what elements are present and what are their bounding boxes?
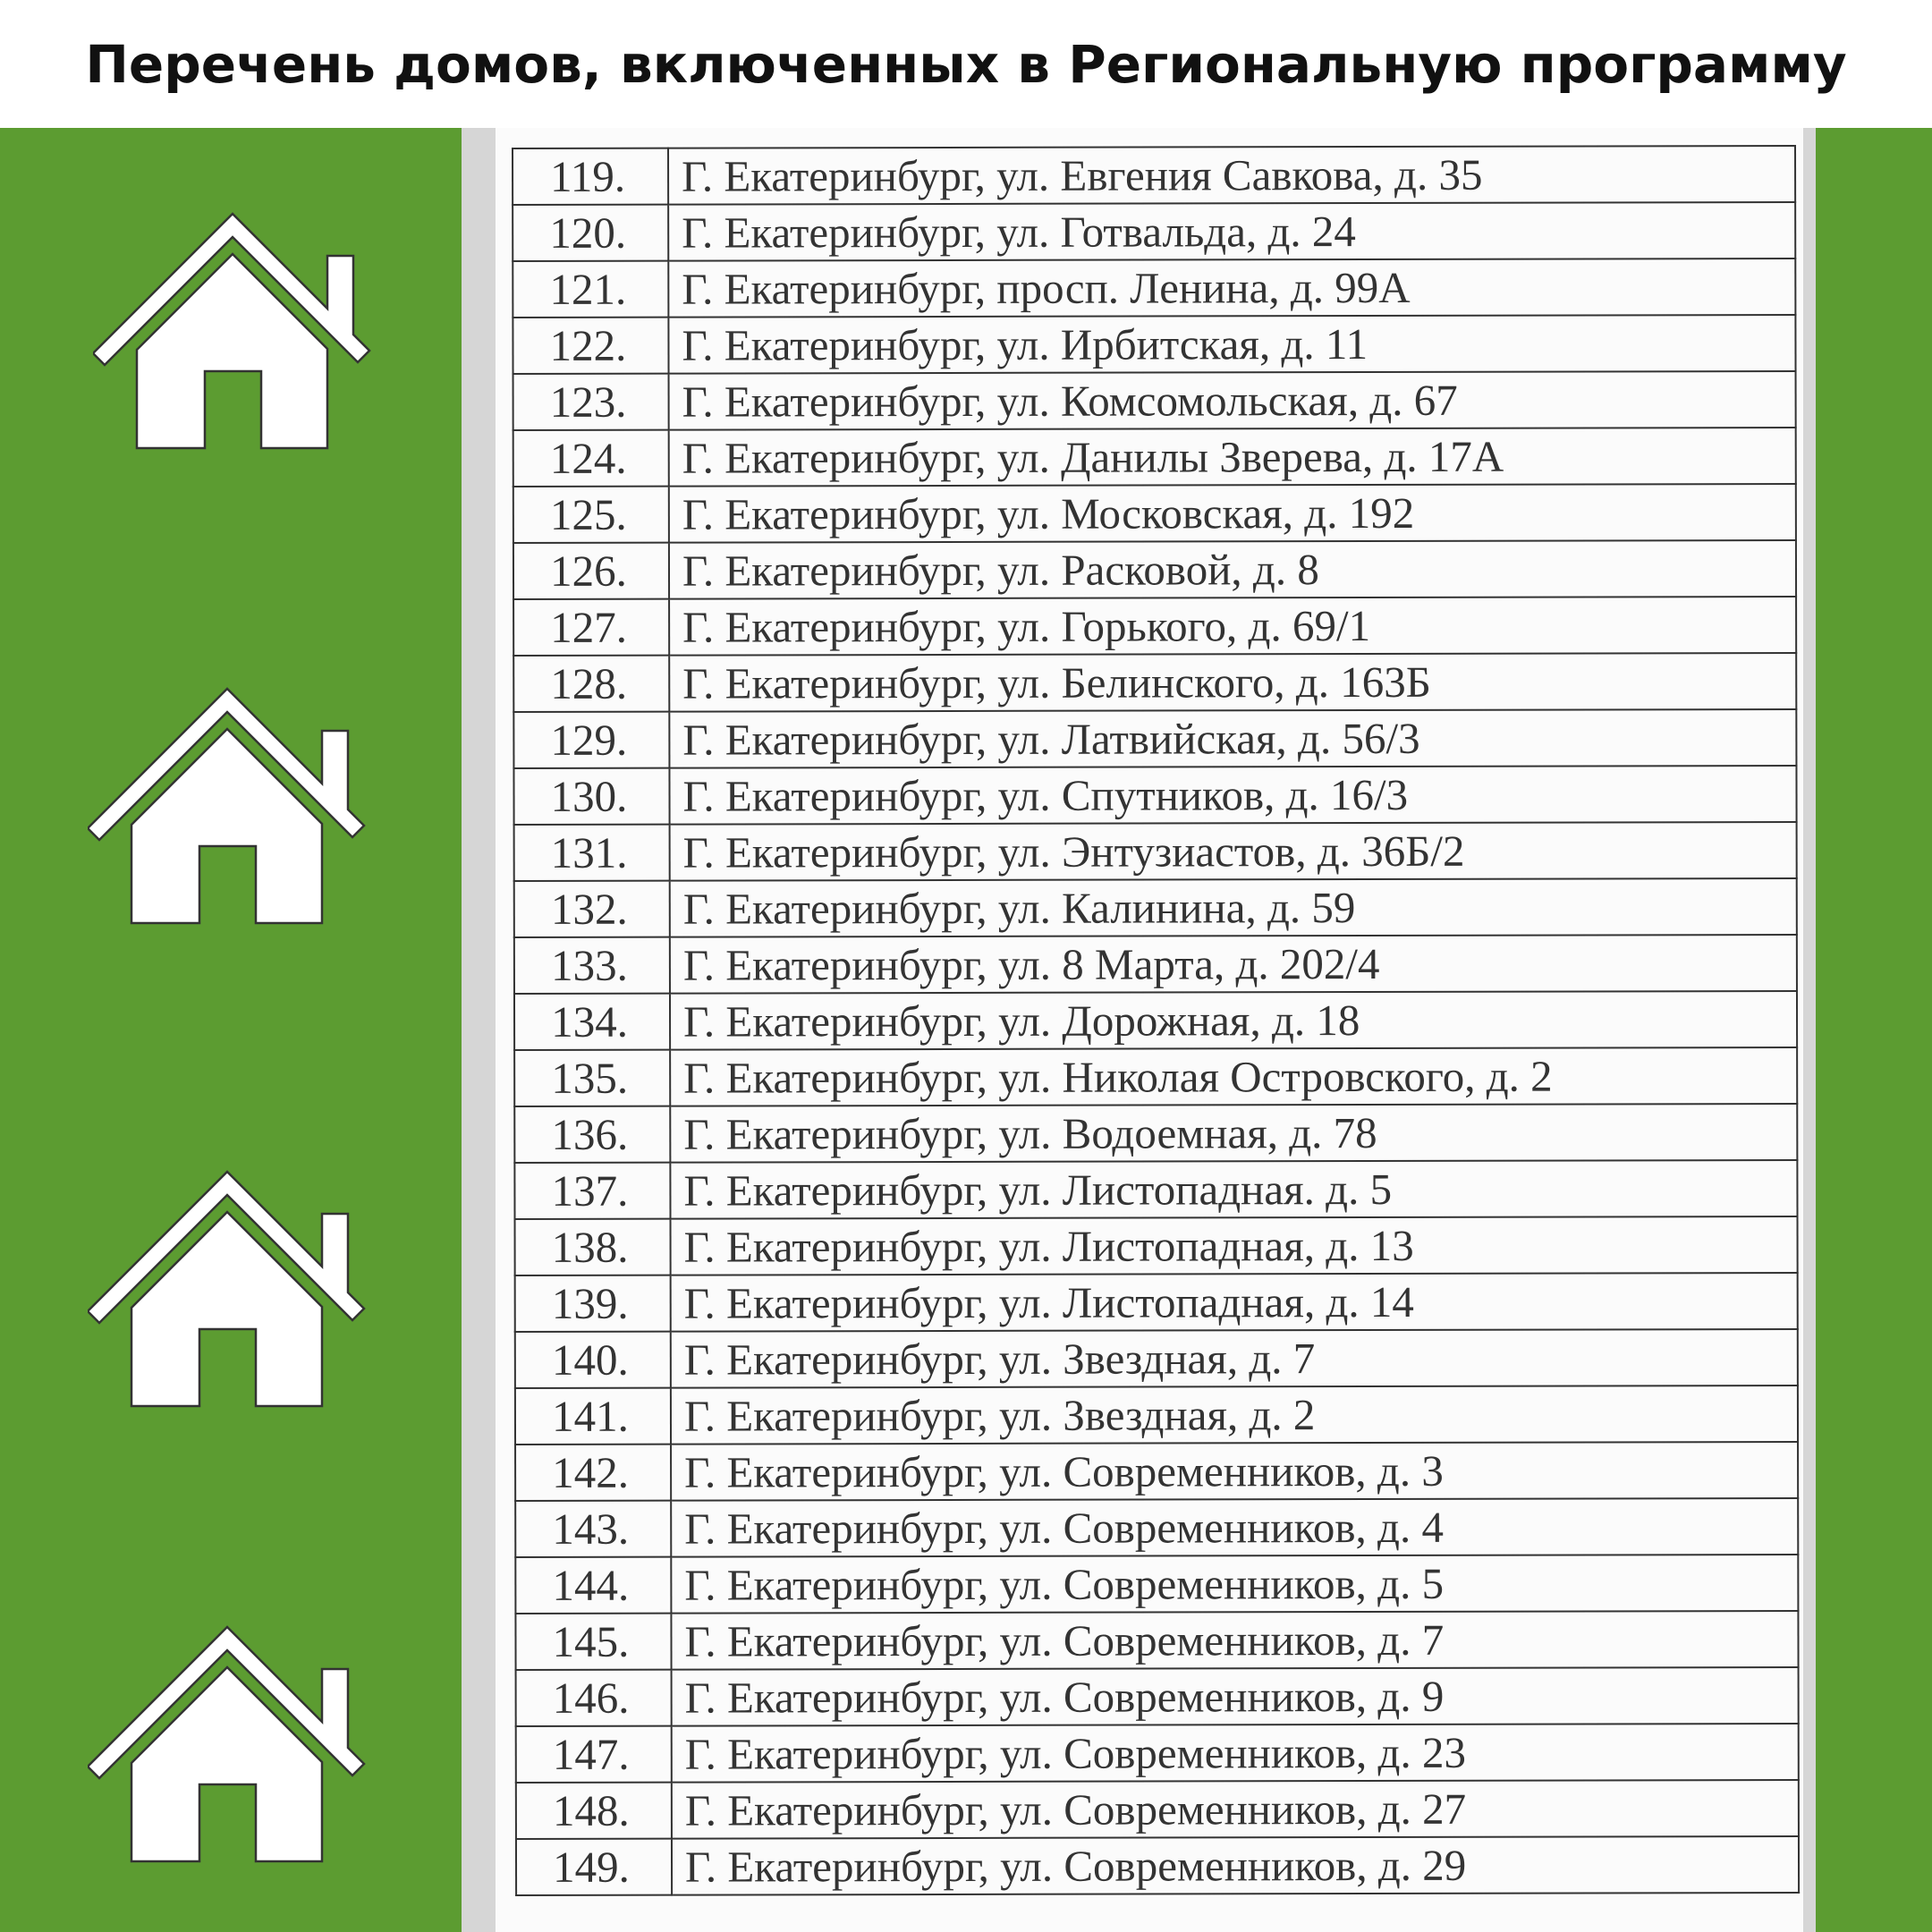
row-number: 141. [515,1388,671,1445]
table-row [516,1780,1799,1839]
row-address: Г. Екатеринбург, ул. Латвийская, д. 56/3 [669,709,1796,768]
row-number: 149. [516,1839,672,1895]
row-address: Г. Екатеринбург, ул. 8 Марта, д. 202/4 [670,935,1797,994]
table-row [514,1104,1797,1163]
houses-table [512,145,1800,1896]
table-row [513,202,1795,261]
row-number: 135. [514,1050,670,1106]
row-address: Г. Екатеринбург, ул. Современников, д. 4 [671,1498,1798,1557]
row-address: Г. Екатеринбург, ул. Современников, д. 23 [672,1724,1799,1783]
row-address: Г. Екатеринбург, ул. Современников, д. 9 [672,1667,1799,1726]
row-number: 142. [515,1445,671,1501]
table-row [513,146,1795,205]
row-number: 130. [513,768,669,825]
row-address: Г. Екатеринбург, ул. Современников, д. 27 [672,1780,1799,1839]
table-row [513,597,1796,656]
row-number: 129. [513,712,669,768]
table-row [515,1216,1798,1275]
row-address: Г. Екатеринбург, ул. Евгения Савкова, д. 35 [668,146,1795,205]
table-row [514,991,1797,1050]
table-row [513,258,1795,318]
row-address: Г. Екатеринбург, ул. Готвальда, д. 24 [668,202,1795,261]
house-icon [88,1614,370,1872]
row-number: 148. [516,1783,672,1839]
row-number: 134. [514,994,670,1050]
row-address: Г. Екатеринбург, ул. Комсомольская, д. 67 [669,371,1796,430]
table-row [516,1667,1799,1726]
row-number: 139. [515,1275,671,1332]
table-row [513,428,1796,487]
right-green-panel [1816,128,1932,1932]
row-number: 126. [513,543,669,599]
row-address: Г. Екатеринбург, ул. Листопадная, д. 13 [671,1216,1798,1275]
row-address: Г. Екатеринбург, ул. Современников, д. 5 [671,1555,1798,1614]
table-row [516,1836,1799,1895]
row-number: 120. [513,205,668,261]
row-address: Г. Екатеринбург, ул. Белинского, д. 163Б [669,653,1796,712]
table-row [513,540,1796,599]
table-row [513,315,1795,374]
page-title: Перечень домов, включенных в Региональную программу [85,33,1847,95]
row-address: Г. Екатеринбург, ул. Дорожная, д. 18 [670,991,1797,1050]
row-number: 132. [514,881,670,937]
header-bar [0,0,1932,128]
house-icon [93,201,376,459]
table-row [513,371,1796,430]
row-address: Г. Екатеринбург, ул. Современников, д. 3 [671,1442,1798,1501]
row-number: 145. [515,1614,671,1670]
row-address: Г. Екатеринбург, просп. Ленина, д. 99А [668,258,1795,318]
row-number: 138. [515,1219,671,1275]
row-address: Г. Екатеринбург, ул. Николая Островского, д. 2 [670,1047,1797,1106]
row-number: 127. [513,599,669,656]
table-row [514,1160,1797,1219]
table-row [516,1724,1799,1783]
row-address: Г. Екатеринбург, ул. Современников, д. 7 [671,1611,1798,1670]
row-number: 147. [516,1726,672,1783]
table-row [514,1047,1797,1106]
row-address: Г. Екатеринбург, ул. Спутников, д. 16/3 [669,766,1796,825]
house-icon [88,1159,370,1417]
row-address: Г. Екатеринбург, ул. Данилы Зверева, д. 17А [669,428,1796,487]
table-row [514,935,1797,994]
table-row [515,1442,1798,1501]
row-number: 137. [514,1163,670,1219]
row-address: Г. Екатеринбург, ул. Московская, д. 192 [669,484,1796,543]
row-number: 122. [513,318,668,374]
row-address: Г. Екатеринбург, ул. Калинина, д. 59 [670,878,1797,937]
row-address: Г. Екатеринбург, ул. Горького, д. 69/1 [669,597,1796,656]
row-number: 123. [513,374,669,430]
table-row [515,1498,1798,1557]
row-number: 140. [515,1332,671,1388]
row-address: Г. Екатеринбург, ул. Водоемная, д. 78 [670,1104,1797,1163]
row-number: 125. [513,487,669,543]
row-number: 144. [515,1557,671,1614]
row-number: 133. [514,937,670,994]
row-number: 124. [513,430,669,487]
table-row [514,822,1797,881]
row-address: Г. Екатеринбург, ул. Звездная, д. 7 [671,1329,1798,1388]
table-row [514,878,1797,937]
row-address: Г. Екатеринбург, ул. Звездная, д. 2 [671,1385,1798,1445]
table-row [515,1329,1798,1388]
row-address: Г. Екатеринбург, ул. Листопадная. д. 5 [670,1160,1797,1219]
row-address: Г. Екатеринбург, ул. Расковой, д. 8 [669,540,1796,599]
row-number: 131. [514,825,670,881]
table-row [515,1611,1798,1670]
row-address: Г. Екатеринбург, ул. Ирбитская, д. 11 [668,315,1795,374]
row-number: 146. [516,1670,672,1726]
row-number: 143. [515,1501,671,1557]
row-number: 136. [514,1106,670,1163]
table-row [515,1385,1798,1445]
row-number: 128. [513,656,669,712]
table-row [513,653,1796,712]
table-row [515,1273,1798,1332]
house-icon [88,676,370,934]
row-address: Г. Екатеринбург, ул. Современников, д. 29 [672,1836,1799,1895]
table-row [513,484,1796,543]
row-number: 119. [513,148,668,205]
table-row [513,709,1796,768]
row-address: Г. Екатеринбург, ул. Листопадная, д. 14 [671,1273,1798,1332]
row-number: 121. [513,261,668,318]
table-row [513,766,1796,825]
row-address: Г. Екатеринбург, ул. Энтузиастов, д. 36Б/2 [670,822,1797,881]
table-row [515,1555,1798,1614]
